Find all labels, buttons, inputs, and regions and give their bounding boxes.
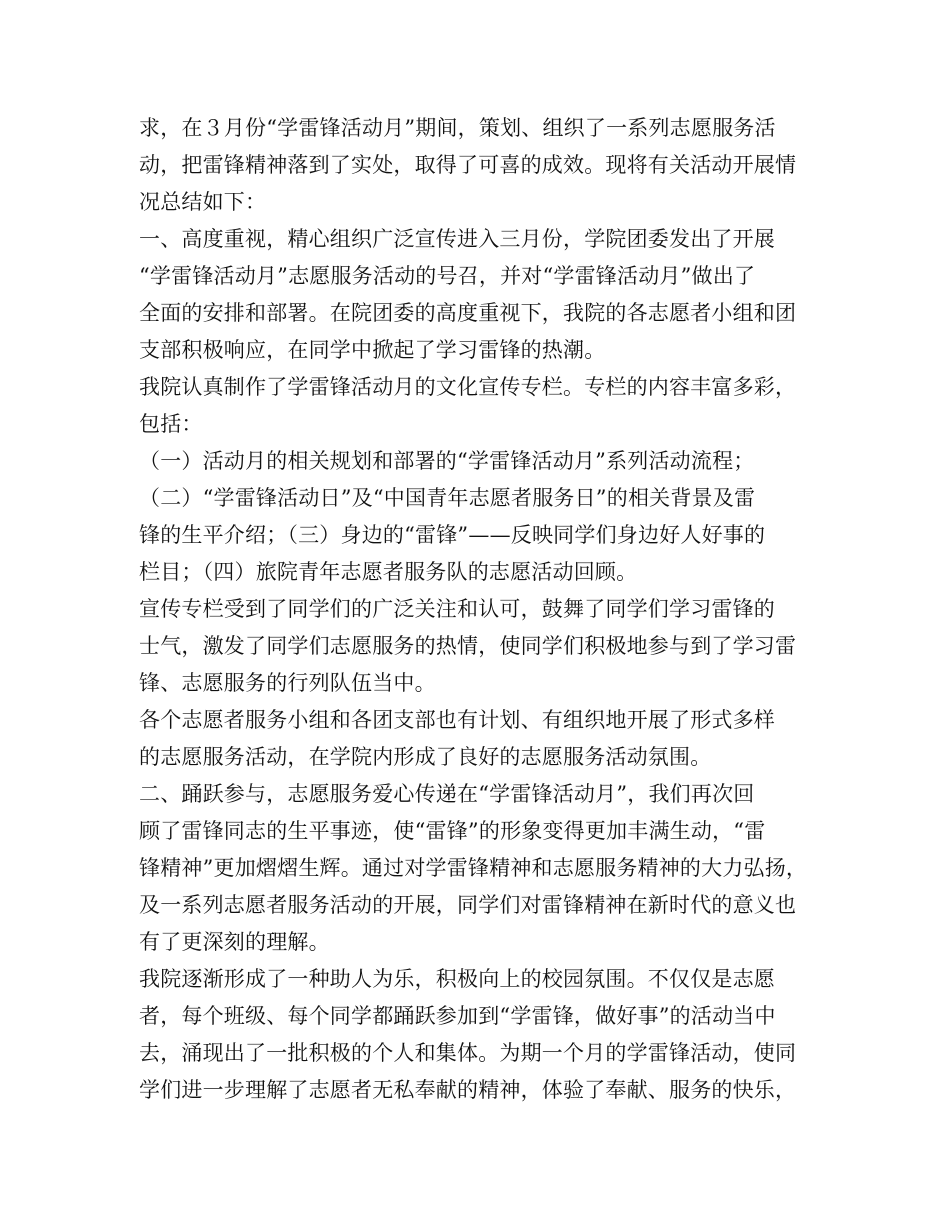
text-line: 锋的生平介绍；（三）身边的“雷锋”——反映同学们身边好人好事的 <box>139 523 766 547</box>
text-line: 去，涌现出了一批积极的个人和集体。为期一个月的学雷锋活动，使同 <box>139 1041 797 1065</box>
text-line: 士气，激发了同学们志愿服务的热情，使同学们积极地参与到了学习雷 <box>139 634 797 658</box>
text-line: 我院逐渐形成了一种助人为乐，积极向上的校园氛围。不仅仅是志愿 <box>139 967 775 991</box>
text-line: 支部积极响应，在同学中掀起了学习雷锋的热潮。 <box>139 338 606 362</box>
text-line: 锋、志愿服务的行列队伍当中。 <box>139 671 436 695</box>
text-line: 包括： <box>139 412 203 436</box>
text-line: 者，每个班级、每个同学都踊跃参加到“学雷锋，做好事”的活动当中 <box>139 1004 776 1028</box>
text-line: 一、高度重视，精心组织广泛宣传进入三月份，学院团委发出了开展 <box>139 227 775 251</box>
text-line: （一）活动月的相关规划和部署的“学雷锋活动月”系列活动流程； <box>139 449 755 473</box>
text-line: （二）“学雷锋活动日”及“中国青年志愿者服务日”的相关背景及雷 <box>139 486 756 510</box>
text-line: 宣传专栏受到了同学们的广泛关注和认可，鼓舞了同学们学习雷锋的 <box>139 597 775 621</box>
text-line: 的志愿服务活动，在学院内形成了良好的志愿服务活动氛围。 <box>139 745 712 769</box>
text-line: 二、踊跃参与，志愿服务爱心传递在“学雷锋活动月”，我们再次回 <box>139 782 755 806</box>
text-line: 学们进一步理解了志愿者无私奉献的精神，体验了奉献、服务的快乐， <box>139 1078 797 1102</box>
text-line: 及一系列志愿者服务活动的开展，同学们对雷锋精神在新时代的意义也 <box>139 893 797 917</box>
text-line: 全面的安排和部署。在院团委的高度重视下，我院的各志愿者小组和团 <box>139 301 797 325</box>
text-line: 各个志愿者服务小组和各团支部也有计划、有组织地开展了形式多样 <box>139 708 775 732</box>
text-line: 我院认真制作了学雷锋活动月的文化宣传专栏。专栏的内容丰富多彩， <box>139 375 797 399</box>
text-line: 动，把雷锋精神落到了实处，取得了可喜的成效。现将有关活动开展情 <box>139 153 797 177</box>
text-line: 锋精神”更加熠熠生辉。通过对学雷锋精神和志愿服务精神的大力弘扬， <box>139 856 808 880</box>
text-line: 顾了雷锋同志的生平事迹，使“雷锋”的形象变得更加丰满生动，“雷 <box>139 819 766 843</box>
text-line: “学雷锋活动月”志愿服务活动的号召，并对“学雷锋活动月”做出了 <box>139 264 756 288</box>
text-line: 况总结如下： <box>139 190 267 214</box>
text-line: 栏目；（四）旅院青年志愿者服务队的志愿活动回顾。 <box>139 560 638 584</box>
text-line: 有了更深刻的理解。 <box>139 930 330 954</box>
text-line: 求，在３月份“学雷锋活动月”期间，策划、组织了一系列志愿服务活 <box>139 116 776 140</box>
